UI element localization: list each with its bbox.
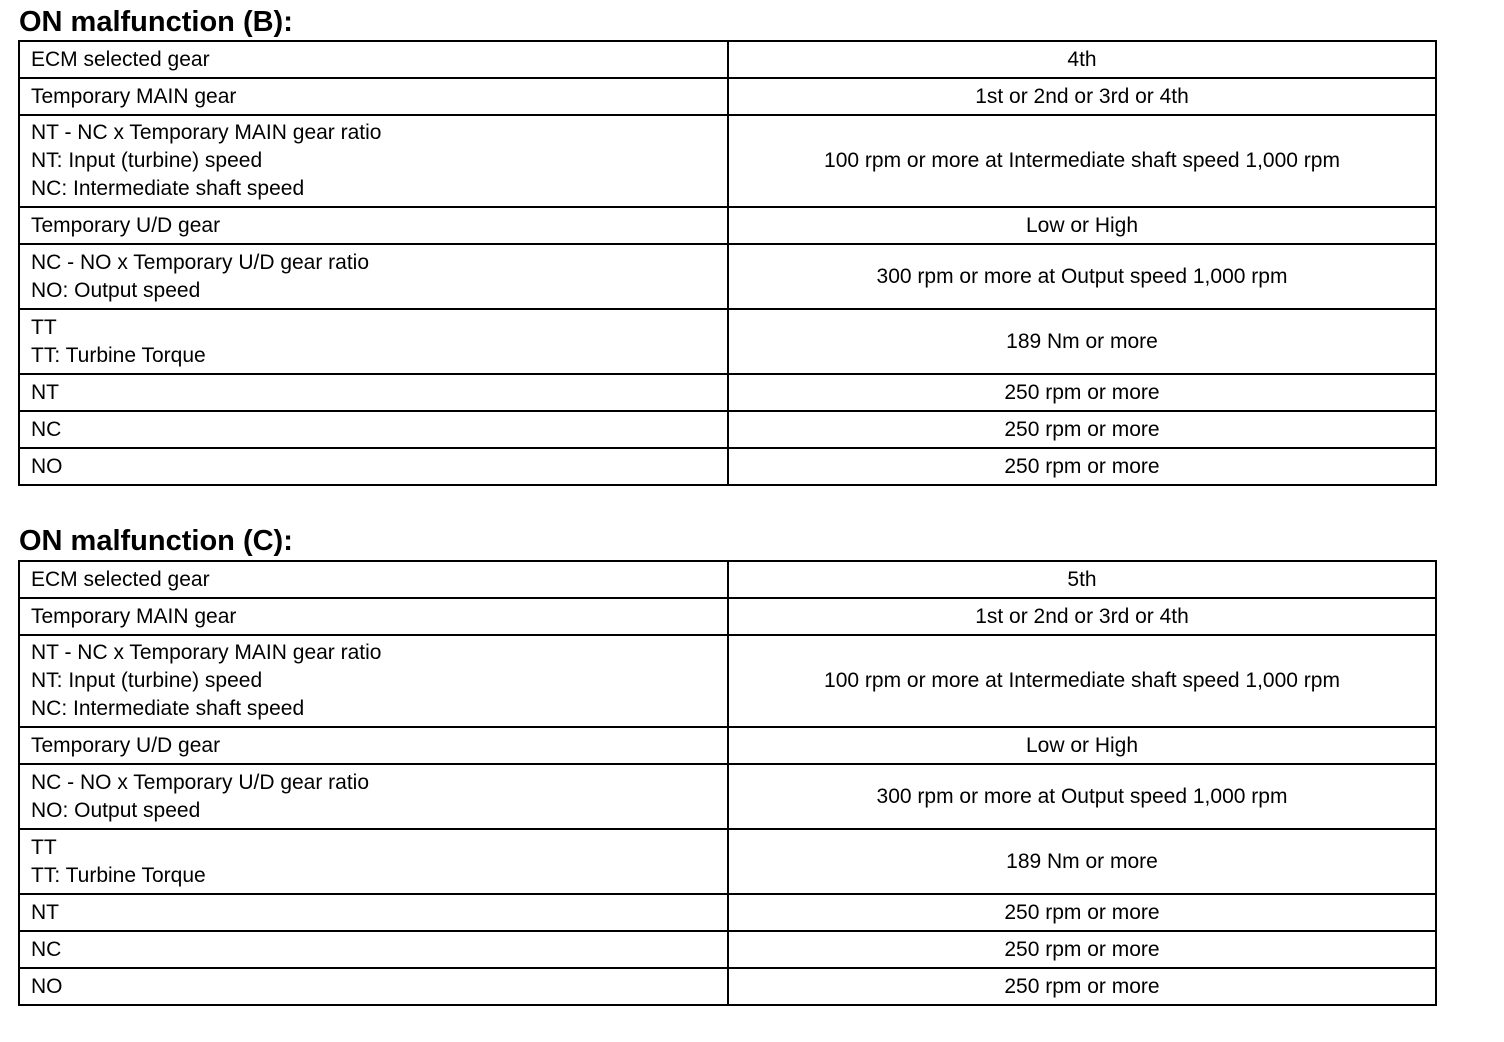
parameter-cell (19, 207, 728, 244)
parameter-line: NT - NC x Temporary MAIN gear ratio (31, 121, 382, 144)
value-cell: 5th (728, 561, 1436, 598)
value-cell: 100 rpm or more at Intermediate shaft speed 1,000 rpm (728, 635, 1436, 727)
table-row (19, 78, 1436, 115)
value-cell: 250 rpm or more (728, 931, 1436, 968)
parameter-line: TT: Turbine Torque (31, 863, 206, 887)
value-cell: 189 Nm or more (728, 309, 1436, 374)
parameter-line: ECM selected gear (31, 47, 210, 71)
parameter-line: Temporary U/D gear (31, 213, 221, 237)
value-cell: Low or High (728, 207, 1436, 244)
parameter-line: NT - NC x Temporary MAIN gear ratio (31, 641, 382, 664)
table-row (19, 561, 1436, 598)
table-row (19, 635, 1436, 727)
table-row (19, 931, 1436, 968)
value-cell: 250 rpm or more (728, 411, 1436, 448)
value-cell: Low or High (728, 727, 1436, 764)
parameter-line: NT: Input (turbine) speed (31, 669, 263, 692)
parameter-cell (19, 931, 728, 968)
parameter-line: NT: Input (turbine) speed (31, 149, 263, 172)
parameter-line: NO (31, 454, 63, 478)
parameter-cell (19, 244, 728, 309)
table-row (19, 968, 1436, 1005)
table-row (19, 448, 1436, 485)
parameter-cell (19, 309, 728, 374)
value-cell: 300 rpm or more at Output speed 1,000 rpm (728, 764, 1436, 829)
table-row (19, 598, 1436, 635)
parameter-line: Temporary MAIN gear (31, 604, 237, 628)
parameter-line: TT: Turbine Torque (31, 343, 206, 367)
value-cell: 250 rpm or more (728, 374, 1436, 411)
parameter-line: TT (31, 835, 57, 859)
parameter-line: NT (31, 900, 59, 924)
parameter-cell (19, 829, 728, 894)
parameter-cell (19, 561, 728, 598)
table-row (19, 244, 1436, 309)
parameter-cell (19, 968, 728, 1005)
table-row (19, 829, 1436, 894)
section-title-malfunction-c: ON malfunction (C): (19, 525, 293, 557)
parameter-cell (19, 894, 728, 931)
parameter-line: Temporary MAIN gear (31, 84, 237, 108)
table-row (19, 374, 1436, 411)
parameter-line: NT (31, 380, 59, 404)
value-cell: 1st or 2nd or 3rd or 4th (728, 598, 1436, 635)
parameter-line: NC: Intermediate shaft speed (31, 697, 305, 720)
value-cell: 300 rpm or more at Output speed 1,000 rpm (728, 244, 1436, 309)
value-cell: 100 rpm or more at Intermediate shaft speed 1,000 rpm (728, 115, 1436, 207)
condition-table-malfunction-c (18, 560, 1437, 1006)
parameter-cell (19, 727, 728, 764)
parameter-line: NO: Output speed (31, 798, 201, 822)
table-row (19, 115, 1436, 207)
table-row (19, 309, 1436, 374)
condition-table-malfunction-b (18, 40, 1437, 486)
parameter-line: ECM selected gear (31, 567, 210, 591)
parameter-line: NC - NO x Temporary U/D gear ratio (31, 250, 370, 274)
parameter-cell (19, 635, 728, 727)
parameter-cell (19, 764, 728, 829)
value-cell: 250 rpm or more (728, 968, 1436, 1005)
value-cell: 250 rpm or more (728, 894, 1436, 931)
value-cell: 4th (728, 41, 1436, 78)
section-title-malfunction-b: ON malfunction (B): (19, 6, 293, 38)
table-row (19, 207, 1436, 244)
parameter-cell (19, 411, 728, 448)
parameter-line: NO: Output speed (31, 278, 201, 302)
table-row (19, 764, 1436, 829)
parameter-cell (19, 448, 728, 485)
parameter-cell (19, 598, 728, 635)
value-cell: 189 Nm or more (728, 829, 1436, 894)
value-cell: 1st or 2nd or 3rd or 4th (728, 78, 1436, 115)
table-row (19, 727, 1436, 764)
parameter-line: NO (31, 974, 63, 998)
parameter-cell (19, 78, 728, 115)
parameter-line: NC - NO x Temporary U/D gear ratio (31, 770, 370, 794)
parameter-line: NC: Intermediate shaft speed (31, 177, 305, 200)
table-row (19, 41, 1436, 78)
parameter-line: TT (31, 315, 57, 339)
parameter-cell (19, 374, 728, 411)
parameter-cell (19, 41, 728, 78)
table-row (19, 894, 1436, 931)
value-cell: 250 rpm or more (728, 448, 1436, 485)
parameter-line: NC (31, 417, 62, 441)
table-row (19, 411, 1436, 448)
parameter-line: NC (31, 937, 62, 961)
parameter-line: Temporary U/D gear (31, 733, 221, 757)
parameter-cell (19, 115, 728, 207)
